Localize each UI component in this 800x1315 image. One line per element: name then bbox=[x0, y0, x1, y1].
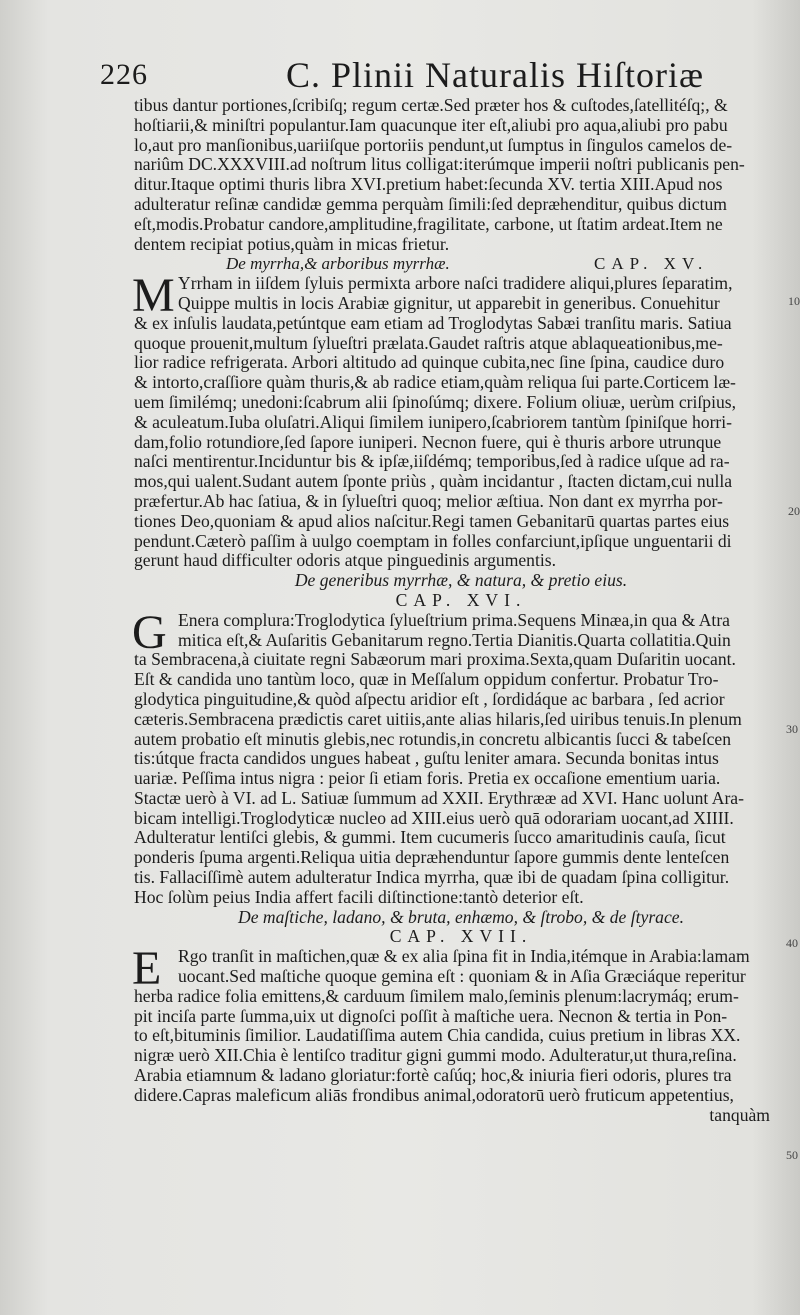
text-line: eſt,modis.Probatur candore,amplitudine,fragilitate, carbone, ut ſtatim ardeat.Item ne bbox=[134, 214, 723, 234]
text-line: ta Sembracena,à ciuitate regni Sabæorum mari proxima.Sexta,quam Duſaritin uocant. bbox=[134, 650, 736, 670]
page-header bbox=[96, 52, 736, 100]
text-line: & intorto,craſſiore quàm thuris,& ab radice etiam,quàm reliqua ſui parte.Corticem læ- bbox=[134, 373, 736, 393]
text-line: glodytica pinguitudine,& quòd aſpectu aridior eſt , ſordidáque ac barbara , ſed acrior bbox=[134, 689, 725, 709]
catchword: tanquàm bbox=[709, 1105, 770, 1125]
text-line: bicam intelligi.Troglodyticæ nucleo ad XIII.eius uerò quā odorariam uocant,ad XIIII. bbox=[134, 808, 734, 828]
text-line: Rgo tranſit in maſtichen,quæ & ex alia ſpina fit in India,itémque in Arabia:lamam bbox=[178, 947, 750, 967]
text-line: naſci mentirentur.Inciduntur bis & ipſæ,iiſdémq; temporibus,ſed à radice uſque ad ra- bbox=[134, 452, 730, 472]
text-line: & aculeatum.Iuba oluſatri.Aliqui ſimilem iunipero,ſcabriorem tantùm ſpiniſque horri- bbox=[134, 412, 733, 432]
chapter-title: De maſtiche, ladano, & bruta, enhæmo, & ſtrobo, & de ſtyrace. bbox=[238, 907, 684, 927]
text-line: herba radice folia emittens,& carduum ſimilem malo,ſeminis plenum:lacrymáq; erum- bbox=[134, 986, 739, 1006]
text-line: tiones Deo,quoniam & apud alios naſcitur.Regi tamen Gebanitarū quartas partes eius bbox=[134, 511, 730, 531]
text-line: pendunt.Cæterò paſſim à uulgo coemptam in folles confarciunt,ipſique unguentarii di bbox=[134, 531, 732, 551]
chapter-number: CAP. XVII. bbox=[389, 927, 533, 947]
text-line: nigræ uerò XII.Chia è lentiſco traditur gigni gummi modo. Adulteratur,ut thura,reſina. bbox=[134, 1046, 737, 1066]
text-line: adulteratur reſinæ candidæ gemma perquàm ſimili:ſed depræhenditur, quibus dictum bbox=[134, 194, 727, 214]
text-line: gerunt haud difficulter odoris atque pinguedinis argumentis. bbox=[134, 551, 557, 571]
page-number: 226 bbox=[100, 58, 148, 91]
margin-number: 30 bbox=[786, 722, 798, 736]
chapter-title: De generibus myrrhæ, & natura, & pretio eius. bbox=[294, 571, 628, 591]
text-column bbox=[134, 96, 788, 1125]
text-line: uem ſimilémq; unedoni:ſcabrum alii ſpinoſúmq; dixere. Folium oliuæ, uerùm criſpius, bbox=[134, 392, 737, 412]
text-line: tis:útque fracta candidos ungues habeat , guſtu leniter amara. Secunda bonitas intus bbox=[134, 749, 719, 769]
running-head: C. Plinii Naturalis Hiſtoriæ bbox=[286, 55, 705, 95]
text-line: lior radice refrigerata. Arbori altitudo ad quinque cubita,nec ſine ſpina, caudice duro bbox=[134, 353, 725, 373]
text-line: dentem recipiat potius,quàm in micas frietur. bbox=[134, 234, 450, 254]
text-line: to eſt,bituminis ſimilior. Laudatiſſima autem Chia candida, cuius pretium in libras XX. bbox=[134, 1026, 741, 1046]
text-line: & ex inſulis laudata,petúntque eam etiam ad Troglodytas Sabæi tranſitu maris. Satiua bbox=[134, 313, 732, 333]
margin-number: 50 bbox=[786, 1148, 798, 1162]
text-line: Adulteratur lentiſci glebis, & gummi. Item cucumeris ſucco amaritudinis cauſa, ſicut bbox=[134, 828, 726, 848]
text-line: didere.Capras maleficum aliās frondibus animal,odoratorū uerò fruticum appetentius, bbox=[134, 1085, 734, 1105]
chapter-heading-xv bbox=[134, 254, 788, 274]
text-line: hoſtiarii,& miniſtri populantur.Iam quacunque iter eſt,aliubi pro aqua,aliubi pro pabu bbox=[134, 115, 728, 135]
text-line: quoque prouenit,multum ſylueſtri prælata.Gaudet raſtris atque ablaqueationibus,me- bbox=[134, 333, 723, 353]
text-line: uariæ. Peſſima intus nigra : peior ſi etiam foris. Pretia ex occaſione ementium uaria. bbox=[134, 769, 721, 789]
text-line: mitica eſt,& Auſaritis Gebanitarum regno.Tertia Dianitis.Quarta collatitia.Quin bbox=[178, 630, 731, 650]
paragraph-genera bbox=[132, 605, 788, 908]
text-line: cæteris.Sembracena prædictis caret uitiis,ante alias hilaris,ſed uiribus tenuis.In plenum bbox=[134, 709, 742, 729]
text-line: Hoc ſolùm peius India affert facili diſtinctione:tantò deterior eſt. bbox=[134, 887, 584, 907]
text-line: Stactæ uerò à VI. ad L. Satiuæ ſummum ad XXII. Erythrææ ad XVI. Hanc uolunt Ara- bbox=[134, 788, 744, 808]
text-line: Enera complura:Troglodytica ſylueſtrium prima.Sequens Minæa,in qua & Atra bbox=[178, 610, 730, 630]
text-line: ponderis ſpuma argenti.Reliqua uitia depræhenduntur ſapore gummis dente lenteſcen bbox=[134, 848, 730, 868]
text-line: Quippe multis in locis Arabiæ gignitur, ut apparebit in generibus. Conuehitur bbox=[178, 293, 720, 313]
chapter-title: De myrrha,& arboribus myrrhæ. bbox=[226, 254, 450, 274]
text-line: nariûm DC.XXXVIII.ad noſtrum litus colligat:iterúmque imperii noſtri publicanis pen- bbox=[134, 155, 745, 175]
margin-number: 10 bbox=[788, 294, 800, 308]
text-line: tis. Fallaciſſimè autem adulteratur Indica myrrha, quæ ibi de quadam ſpina colligitur. bbox=[134, 868, 730, 888]
text-line: mos,qui ualent.Sudant autem ſponte priùs , quàm incidantur , ſtacten dictam,cui nulla bbox=[134, 472, 733, 492]
text-line: Yrrham in iiſdem ſyluis permixta arbore naſci tradidere aliqui,plures ſeparatim, bbox=[178, 274, 733, 294]
chapter-number: CAP. XVI. bbox=[395, 590, 527, 610]
text-line: præfertur.Ab hac ſatiua, & in ſylueſtri quoq; melior æſtiua. Non dant ex myrrha por- bbox=[134, 491, 723, 511]
drop-cap: E bbox=[132, 942, 162, 996]
drop-cap: M bbox=[132, 269, 175, 323]
paragraph-thus bbox=[134, 96, 788, 254]
text-line: pit inciſa parte ſumma,uix ut dignoſci poſſit à maſtiche uera. Necnon & tertia in Pon- bbox=[134, 1006, 728, 1026]
drop-cap: G bbox=[132, 605, 167, 659]
text-line: dam,folio rotundiore,ſed ſapore iuniperi. Necnon fuere, qui è thuris arbore utrunque bbox=[134, 432, 722, 452]
text-line: uocant.Sed maſtiche quoque gemina eſt : quoniam & in Aſia Græciáque reperitur bbox=[178, 967, 746, 987]
text-line: lo,aut pro manſionibus,uariiſque portoriis pendunt,ut ſumptus in ſingulos camelos de- bbox=[134, 135, 733, 155]
margin-number: 20 bbox=[788, 504, 800, 518]
text-line: tibus dantur portiones,ſcribiſq; regum certæ.Sed præter hos & cuſtodes,ſatellitéſq;, & bbox=[134, 96, 728, 115]
margin-number: 40 bbox=[786, 936, 798, 950]
text-line: ditur.Itaque optimi thuris libra XVI.pretium habet:ſecunda XV. tertia XIII.Apud nos bbox=[134, 175, 723, 195]
paragraph-mastiche bbox=[132, 942, 788, 1125]
text-line: autem probatio eſt minutis glebis,nec rotundis,in concretu albicantis ſucci & tabeſcen bbox=[134, 729, 732, 749]
text-line: Arabia etiamnum & ladano gloriatur:fortè caſúq; hoc,& iniuria fieri odoris, plures tra bbox=[134, 1066, 732, 1086]
paragraph-myrrha bbox=[132, 269, 788, 571]
text-line: Eſt & candida uno tantùm loco, quæ in Meſſalum oppidum confertur. Probatur Tro- bbox=[134, 670, 719, 690]
chapter-number: CAP. XV. bbox=[594, 254, 709, 274]
